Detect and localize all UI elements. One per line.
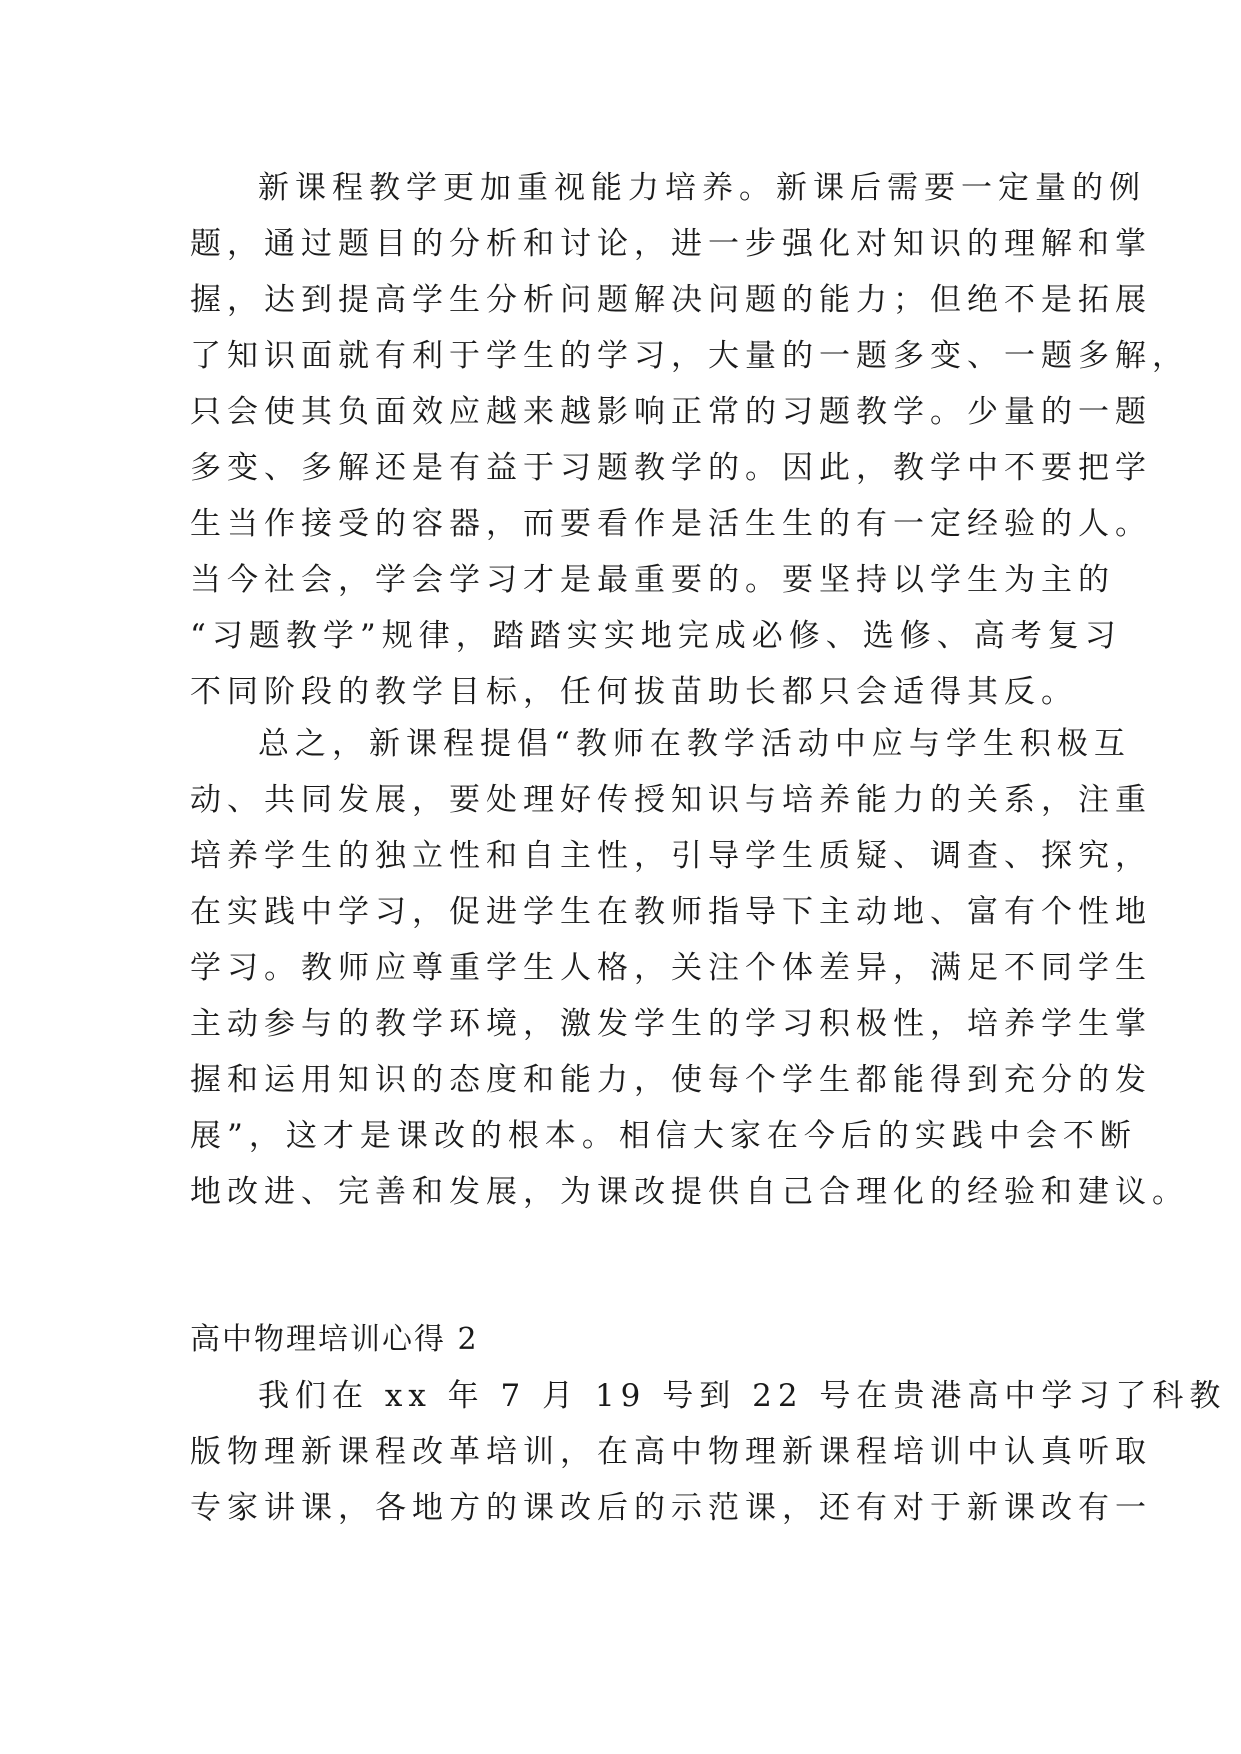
paragraph-line: 动、共同发展，要处理好传授知识与培养能力的关系，注重 <box>190 782 1152 818</box>
paragraph-line: 生当作接受的容器，而要看作是活生生的有一定经验的人。 <box>190 506 1152 542</box>
paragraph-line: 只会使其负面效应越来越影响正常的习题教学。少量的一题 <box>190 394 1152 430</box>
paragraph-line: 新课程教学更加重视能力培养。新课后需要一定量的例 <box>258 170 1146 206</box>
paragraph-1 <box>190 160 1189 720</box>
paragraph-line: 主动参与的教学环境，激发学生的学习积极性，培养学生掌 <box>190 1006 1152 1042</box>
paragraph-line: 在实践中学习，促进学生在教师指导下主动地、富有个性地 <box>190 894 1152 930</box>
paragraph-line: 我们在 xx 年 7 月 19 号到 22 号在贵港高中学习了科教 <box>258 1378 1227 1414</box>
paragraph-line: 学习。教师应尊重学生人格，关注个体差异，满足不同学生 <box>190 950 1152 986</box>
paragraph-line: 题，通过题目的分析和讨论，进一步强化对知识的理解和掌 <box>190 226 1152 262</box>
paragraph-2 <box>190 716 1189 1220</box>
paragraph-line: “习题教学”规律，踏踏实实地完成必修、选修、高考复习 <box>190 618 1122 654</box>
paragraph-line: 地改进、完善和发展，为课改提供自己合理化的经验和建议。 <box>190 1174 1189 1210</box>
paragraph-line: 握，达到提高学生分析问题解决问题的能力；但绝不是拓展 <box>190 282 1152 318</box>
paragraph-line: 了知识面就有利于学生的学习，大量的一题多变、一题多解， <box>190 338 1189 374</box>
paragraph-line: 专家讲课，各地方的课改后的示范课，还有对于新课改有一 <box>190 1490 1152 1526</box>
paragraph-line: 握和运用知识的态度和能力，使每个学生都能得到充分的发 <box>190 1062 1152 1098</box>
section-heading: 高中物理培训心得 2 <box>190 1322 479 1357</box>
paragraph-line: 当今社会，学会学习才是最重要的。要坚持以学生为主的 <box>190 562 1115 598</box>
paragraph-line: 展”，这才是课改的根本。相信大家在今后的实践中会不断 <box>190 1118 1137 1154</box>
paragraph-line: 不同阶段的教学目标，任何拔苗助长都只会适得其反。 <box>190 674 1078 710</box>
paragraph-line: 版物理新课程改革培训，在高中物理新课程培训中认真听取 <box>190 1434 1152 1470</box>
paragraph-3 <box>190 1368 1227 1536</box>
paragraph-line: 培养学生的独立性和自主性，引导学生质疑、调查、探究， <box>190 838 1152 874</box>
paragraph-line: 总之，新课程提倡“教师在教学活动中应与学生积极互 <box>258 726 1131 762</box>
paragraph-line: 多变、多解还是有益于习题教学的。因此，教学中不要把学 <box>190 450 1152 486</box>
